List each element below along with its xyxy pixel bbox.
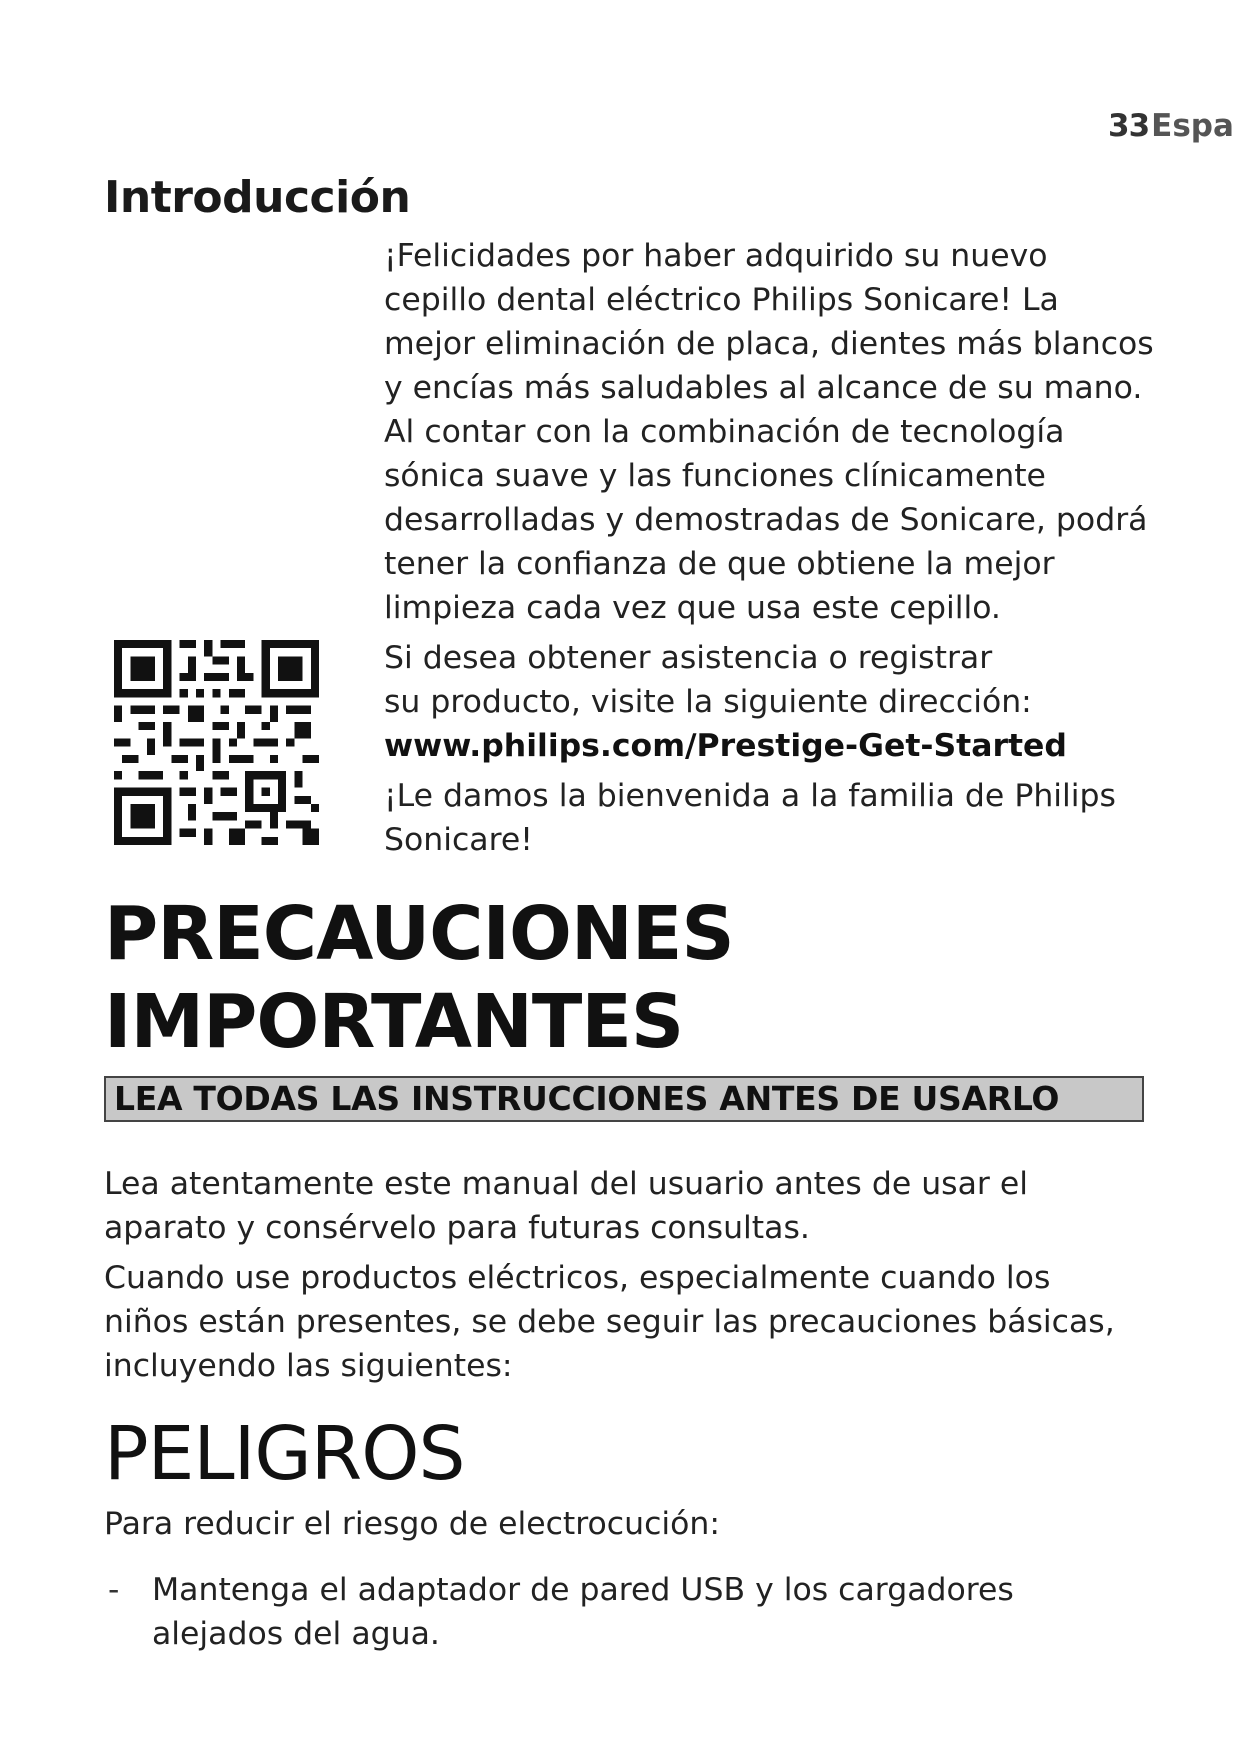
- dangers-intro: Para reducir el riesgo de electrocución:: [104, 1506, 721, 1542]
- text-line: limpieza cada vez que usa este cepillo.: [384, 590, 1001, 626]
- text-line: aparato y consérvelo para futuras consultas.: [104, 1210, 810, 1246]
- text-line: tener la confianza de que obtiene la mejor: [384, 546, 1055, 582]
- bullet-marker: -: [108, 1572, 120, 1608]
- qr-code-image[interactable]: [114, 640, 319, 845]
- text-line: alejados del agua.: [152, 1616, 440, 1652]
- intro-paragraph-3: [384, 774, 1174, 862]
- text-line: Lea atentamente este manual del usuario antes de usar el: [104, 1166, 1028, 1202]
- precautions-heading-line1: PRECAUCIONES: [104, 891, 734, 977]
- support-link[interactable]: www.philips.com/Prestige-Get-Started: [384, 728, 1067, 764]
- precautions-heading-line2: IMPORTANTES: [104, 979, 684, 1065]
- intro-paragraph-2: [384, 636, 1174, 768]
- text-line: cepillo dental eléctrico Philips Sonicare! La: [384, 282, 1059, 318]
- text-line: Cuando use productos eléctricos, especialmente cuando los: [104, 1260, 1051, 1296]
- precautions-paragraph-2: [104, 1256, 1154, 1388]
- dangers-bullet-1: [152, 1568, 1132, 1656]
- language-tab-label: Espa: [1151, 108, 1234, 144]
- intro-text-column: [384, 234, 1174, 868]
- text-line: desarrolladas y demostradas de Sonicare, podrá: [384, 502, 1148, 538]
- text-line: su producto, visite la siguiente dirección:: [384, 684, 1032, 720]
- text-line: niños están presentes, se debe seguir las precauciones básicas,: [104, 1304, 1115, 1340]
- text-line: Mantenga el adaptador de pared USB y los cargadores: [152, 1572, 1014, 1608]
- text-line: y encías más saludables al alcance de su mano.: [384, 370, 1143, 406]
- precautions-paragraph-1: [104, 1162, 1154, 1250]
- text-line: ¡Le damos la bienvenida a la familia de Philips: [384, 778, 1116, 814]
- text-line: incluyendo las siguientes:: [104, 1348, 513, 1384]
- text-line: Sonicare!: [384, 822, 533, 858]
- text-line: mejor eliminación de placa, dientes más blancos: [384, 326, 1154, 362]
- page-number-tab: [1108, 108, 1241, 148]
- text-line: Si desea obtener asistencia o registrar: [384, 640, 993, 676]
- dangers-heading: PELIGROS: [104, 1411, 465, 1497]
- intro-paragraph-1: [384, 234, 1174, 630]
- text-line: Al contar con la combinación de tecnología: [384, 414, 1065, 450]
- text-line: ¡Felicidades por haber adquirido su nuevo: [384, 238, 1048, 274]
- text-line: sónica suave y las funciones clínicamente: [384, 458, 1046, 494]
- read-instructions-banner: LEA TODAS LAS INSTRUCCIONES ANTES DE USARLO: [104, 1076, 1144, 1122]
- page-number: 33: [1108, 108, 1150, 144]
- intro-heading: Introducción: [104, 172, 411, 223]
